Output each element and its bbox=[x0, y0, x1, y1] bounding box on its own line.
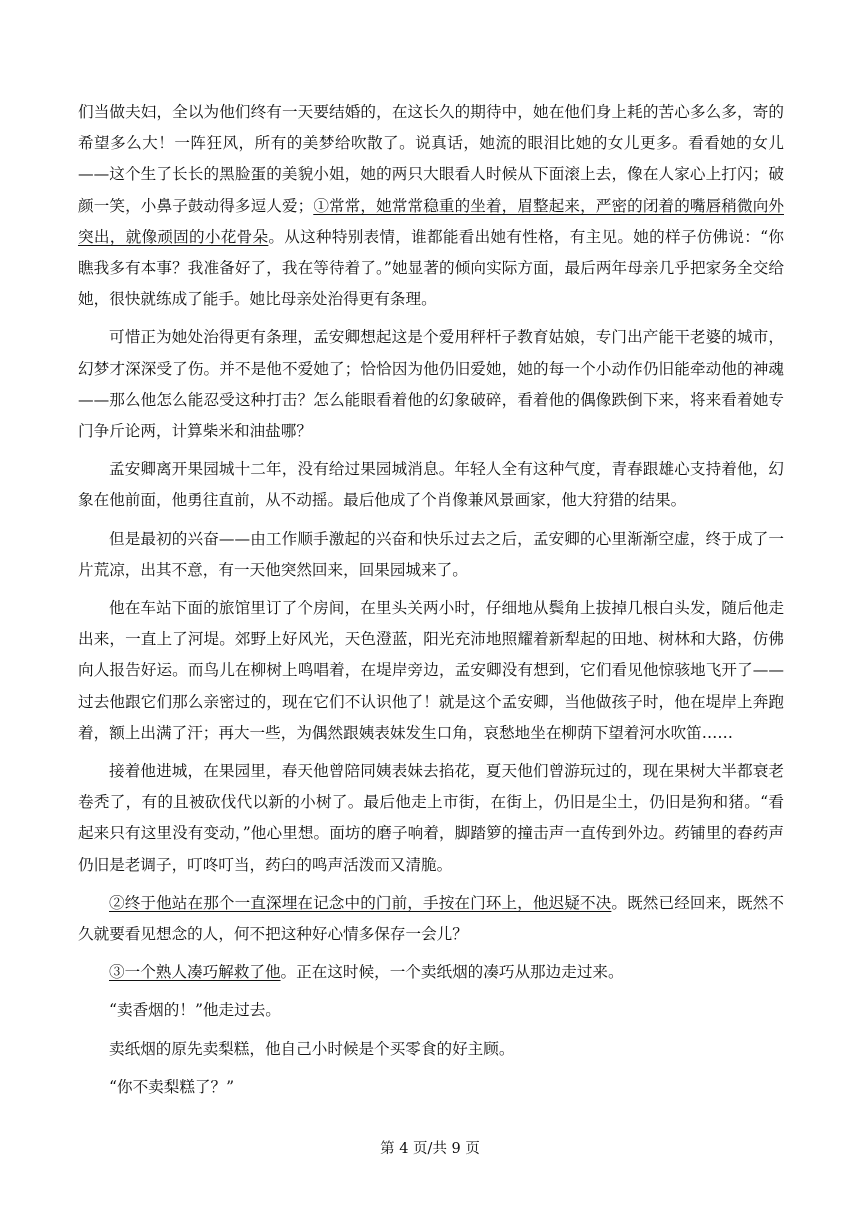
page-number: 第 4 页/共 9 页 bbox=[380, 1141, 480, 1157]
paragraph bbox=[78, 957, 784, 988]
text-segment: 可惜正为她处治得更有条理，孟安卿想起这是个爱用秤杆子教育姑娘，专门出产能干老婆的城市，幻梦才深深受了伤。并不是他不爱她了；恰恰因为他仍旧爱她，她的每一个小动作仍旧能牵动他的神魂——那么他怎么能忍受这种打击？怎么能眼看着他的幻象破碎，看着他的偶像跌倒下来，将来看着她专门争斤论两，计算柴米和油盐哪？ bbox=[78, 328, 784, 441]
paragraph bbox=[78, 524, 784, 586]
text-segment: 卖纸烟的原先卖梨糕，他自己小时候是个买零食的好主顾。 bbox=[109, 1039, 515, 1058]
page-footer bbox=[0, 1137, 860, 1158]
paragraph bbox=[78, 593, 784, 749]
text-segment: 孟安卿离开果园城十二年，没有给过果园城消息。年轻人全有这种气度，青春跟雄心支持着他，幻象在他前面，他勇往直前，从不动摇。最后他成了个肖像兼风景画家，他大狩猎的结果。 bbox=[78, 460, 784, 510]
text-segment: 。从这种特别表情，谁都能看出她有性格，有主见。她的样子仿佛说：“你瞧我多有本事？我准备好了，我在等待着了。”她显著的倾向实际方面，最后两年母亲几乎把家务全交给她，很快就练成了能手。她比母亲处治得更有条理。 bbox=[78, 227, 784, 309]
paragraph bbox=[78, 97, 784, 315]
text-segment: 们当做夫妇，全以为他们终有一天要结婚的，在这长久的期待中，她在他们身上耗的苦心多么多，寄的希望多么大！一阵狂风，所有的美梦给吹散了。说真话，她流的眼泪比她的女儿更多。看看她的女儿——这个生了长长的黑脸蛋的美貌小姐，她的两只大眼看人时候从下面滚上去，像在人家心上打闪；破颜一笑，小鼻子鼓动得多逗人爱； bbox=[78, 103, 784, 215]
paragraph bbox=[78, 1072, 784, 1103]
text-segment: 但是最初的兴奋——由工作顺手激起的兴奋和快乐过去之后，孟安卿的心里渐渐空虚，终于成了一片荒凉，出其不意，有一天他突然回来，回果园城来了。 bbox=[78, 529, 784, 579]
paragraph bbox=[78, 1034, 784, 1065]
paragraph bbox=[78, 322, 784, 447]
text-segment: “卖香烟的！”他走过去。 bbox=[109, 1001, 281, 1020]
text-segment: 。正在这时候，一个卖纸烟的凑巧从那边走过来。 bbox=[280, 963, 624, 982]
underlined-sentence-3: ③一个熟人凑巧解救了他 bbox=[109, 963, 281, 982]
text-segment: 。既然已经回来，既然不久就要看见想念的人，何不把这种好心情多保存一会儿？ bbox=[78, 893, 784, 944]
paragraph bbox=[78, 888, 784, 950]
underlined-sentence-1: ①常常，她常常稳重的坐着，眉整起来，严密的闭着的嘴唇稍微向外突出，就像顽固的小花骨朵 bbox=[78, 196, 784, 246]
paragraph bbox=[78, 995, 784, 1026]
text-segment: 接着他进城，在果园里，春天他曾陪同姨表妹去掐花，夏天他们曾游玩过的，现在果树大半都衰老卷秃了，有的且被砍伐代以新的小树了。最后他走上市街，在街上，仍旧是尘土，仍旧是狗和猪。“看起来只有这里没有变动，”他心里想。面坊的磨子响着，脚踏箩的撞击声一直传到外边。药铺里的舂药声仍旧是老调子，叮咚叮当，药臼的鸣声活泼而又清脆。 bbox=[78, 762, 784, 874]
paragraph bbox=[78, 756, 784, 881]
text-segment: 他在车站下面的旅馆里订了个房间，在里头关两小时，仔细地从鬓角上拔掉几根白头发，随后他走出来，一直上了河堤。郊野上好风光，天色澄蓝，阳光充沛地照耀着新犁起的田地、树林和大路，仿佛向人报告好运。而鸟儿在柳树上鸣唱着，在堤岸旁边，孟安卿没有想到，它们看见他惊骇地飞开了——过去他跟它们那么亲密过的，现在它们不认识他了！就是这个孟安卿，当他做孩子时，他在堤岸上奔跑着，额上出满了汗；再大一些，为偶然跟姨表妹发生口角，哀愁地坐在柳荫下望着河水吹笛…… bbox=[78, 599, 784, 742]
text-segment: “你不卖梨糕了？” bbox=[109, 1077, 235, 1096]
paragraph bbox=[78, 454, 784, 516]
underlined-sentence-2: ②终于他站在那个一直深埋在记念中的门前，手按在门环上，他迟疑不决 bbox=[109, 893, 612, 912]
article-body bbox=[78, 97, 784, 1110]
